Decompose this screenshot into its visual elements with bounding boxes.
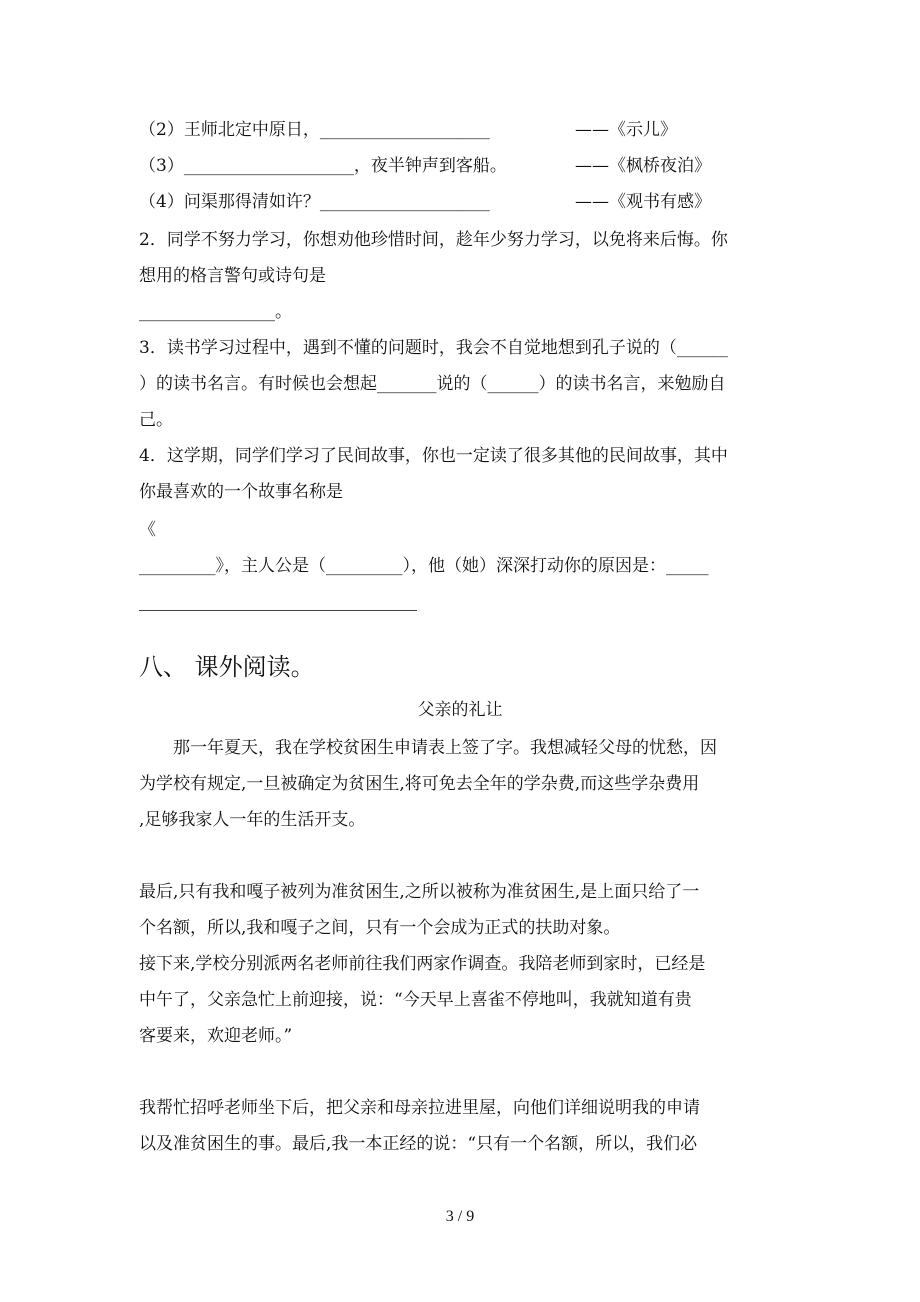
question-3-line: 己。	[139, 410, 173, 430]
question-3-line: ）的读书名言。有时候也会想起_______说的（______）的读书名言，来勉励自	[139, 374, 726, 394]
answer-underline	[139, 610, 417, 611]
paragraph-line: 中午了，父亲急忙上前迎接，说：“今天早上喜雀不停地叫，我就知道有贵	[139, 990, 692, 1010]
question-2-line: 2．同学不努力学习，你想劝他珍惜时间，趁年少努力学习，以免将来后悔。你	[139, 230, 728, 250]
paragraph-line: ,足够我家人一年的生活开支。	[139, 810, 366, 830]
poem-line-3: （3）____________________，夜半钟声到客船。	[139, 156, 507, 176]
question-4-answer-line: _________》，主人公是（_________），他（她）深深打动你的原因是：_____	[139, 556, 709, 576]
poem-line-2: （2）王师北定中原日，____________________	[139, 120, 490, 140]
page-number: 3 / 9	[445, 1208, 475, 1225]
paragraph-line: 那一年夏天，我在学校贫困生申请表上签了字。我想减轻父母的忧愁，因	[139, 738, 717, 758]
paragraph-line: 个名额，所以,我和嘎子之间，只有一个会成为正式的扶助对象。	[139, 918, 621, 938]
question-4-line: 你最喜欢的一个故事名称是	[139, 482, 343, 502]
paragraph-line: 为学校有规定,一旦被确定为贫困生,将可免去全年的学杂费,而这些学杂费用	[139, 774, 700, 794]
article-title: 父亲的礼让	[417, 700, 503, 720]
question-4-line: 4．这学期，同学们学习了民间故事，你也一定读了很多其他的民间故事，其中	[139, 446, 728, 466]
paragraph-line: 我帮忙招呼老师坐下后，把父亲和母亲拉进里屋，向他们详细说明我的申请	[139, 1098, 700, 1118]
question-2-line: 想用的格言警句或诗句是	[139, 266, 326, 286]
poem-source-2: ——《示儿》	[575, 120, 677, 140]
paragraph-line: 客要来，欢迎老师。”	[139, 1026, 293, 1046]
paragraph-line: 以及准贫困生的事。最后,我一本正经的说：“只有一个名额，所以，我们必	[139, 1134, 698, 1154]
question-2-answer-line: ________________。	[139, 302, 292, 322]
section-heading: 八、 课外阅读。	[139, 653, 315, 681]
poem-line-4: （4）问渠那得清如许？____________________	[139, 192, 490, 212]
question-3-line: 3．读书学习过程中，遇到不懂的问题时，我会不自觉地想到孔子说的（______	[139, 338, 728, 358]
paragraph-line: 接下来,学校分别派两名老师前往我们两家作调查。我陪老师到家时，已经是	[139, 954, 706, 974]
poem-source-3: ——《枫桥夜泊》	[575, 156, 711, 176]
question-4-line: 《	[139, 520, 156, 540]
paragraph-line: 最后,只有我和嘎子被列为准贫困生,之所以被称为准贫困生,是上面只给了一	[139, 882, 700, 902]
poem-source-4: ——《观书有感》	[575, 192, 711, 212]
